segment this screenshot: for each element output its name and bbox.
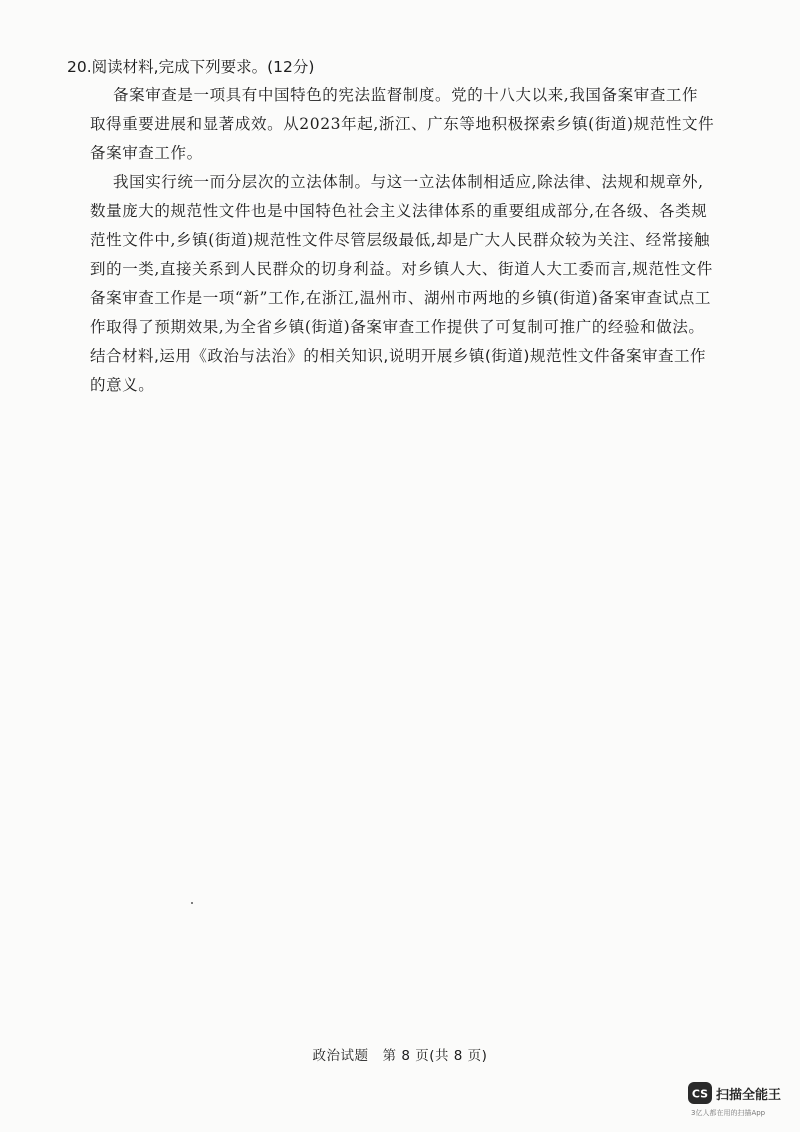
watermark-app-name: 扫描全能王 — [716, 1088, 782, 1103]
material-p2-line-2: 数量庞大的规范性文件也是中国特色社会主义法律体系的重要组成部分,在各级、各类规 — [90, 202, 708, 220]
material-p1-line-1: 备案审查是一项具有中国特色的宪法监督制度。党的十八大以来,我国备案审查工作 — [113, 86, 699, 104]
requirement-line-1: 结合材料,运用《政治与法治》的相关知识,说明开展乡镇(街道)规范性文件备案审查工作 — [90, 347, 706, 365]
question-title: 20.阅读材料,完成下列要求。(12分) — [67, 58, 315, 76]
camscanner-logo-icon — [688, 1082, 712, 1104]
material-p2-line-6: 作取得了预期效果,为全省乡镇(街道)备案审查工作提供了可复制可推广的经验和做法。 — [90, 318, 705, 336]
page-footer: 政治试题 第 8 页(共 8 页) — [312, 1048, 488, 1064]
requirement-line-2: 的意义。 — [90, 376, 155, 394]
material-p1-line-2: 取得重要进展和显著成效。从2023年起,浙江、广东等地积极探索乡镇(街道)规范性文件 — [90, 115, 715, 133]
camscanner-watermark — [688, 1082, 798, 1126]
material-p2-line-1: 我国实行统一而分层次的立法体制。与这一立法体制相适应,除法律、法规和规章外, — [113, 173, 704, 191]
material-p2-line-5: 备案审查工作是一项“新”工作,在浙江,温州市、湖州市两地的乡镇(街道)备案审查试点工 — [90, 289, 711, 307]
scan-speck — [191, 902, 193, 904]
material-p2-line-3: 范性文件中,乡镇(街道)规范性文件尽管层级最低,却是广大人民群众较为关注、经常接触 — [90, 231, 711, 249]
svg-text:CS: CS — [691, 1087, 709, 1101]
watermark-tagline: 3亿人都在用的扫描App — [691, 1109, 766, 1117]
material-p1-line-3: 备案审查工作。 — [90, 144, 203, 162]
material-p2-line-4: 到的一类,直接关系到人民群众的切身利益。对乡镇人大、街道人大工委而言,规范性文件 — [90, 260, 713, 278]
